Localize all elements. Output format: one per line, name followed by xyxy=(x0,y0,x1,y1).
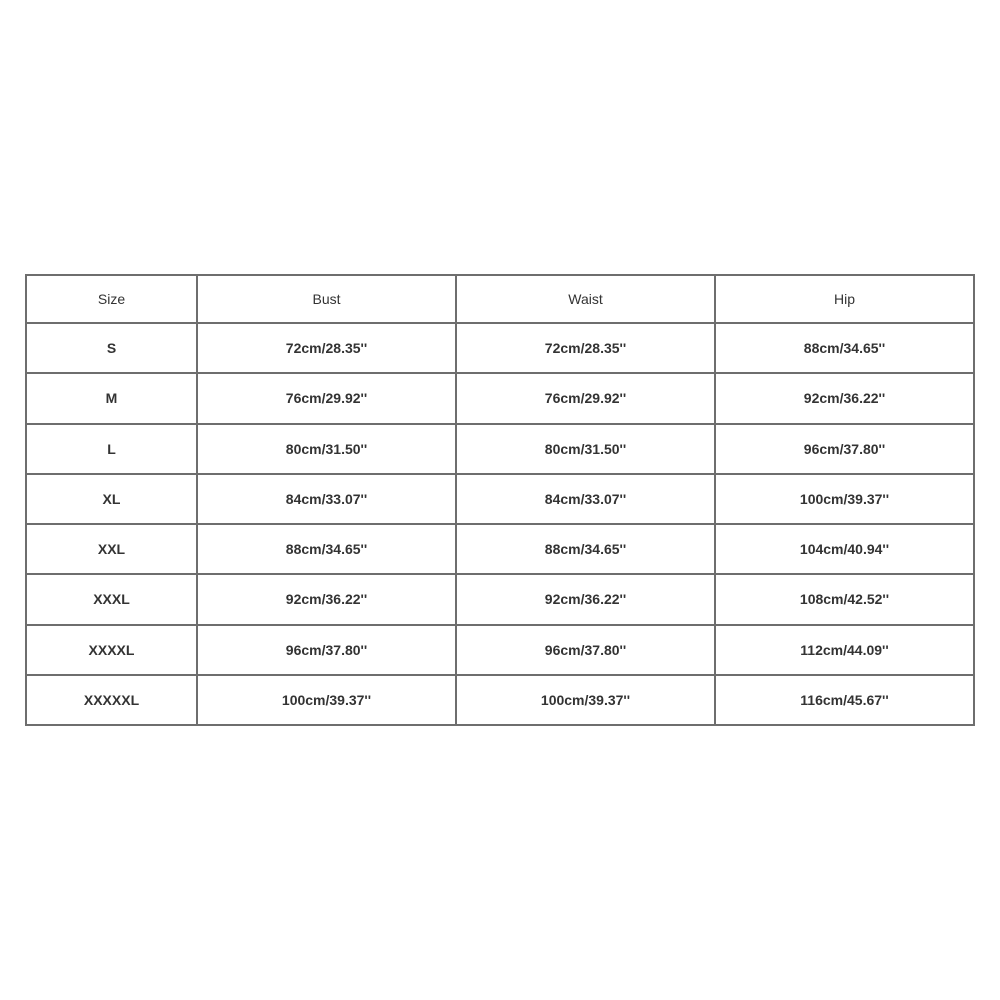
cell-size: XXXXXL xyxy=(26,675,197,725)
table-row xyxy=(26,474,974,524)
cell-size: XXL xyxy=(26,524,197,574)
cell-hip: 112cm/44.09'' xyxy=(715,625,974,675)
table-row xyxy=(26,625,974,675)
cell-bust: 72cm/28.35'' xyxy=(197,323,456,373)
header-waist: Waist xyxy=(456,275,715,323)
cell-waist: 92cm/36.22'' xyxy=(456,574,715,624)
cell-waist: 72cm/28.35'' xyxy=(456,323,715,373)
cell-hip: 88cm/34.65'' xyxy=(715,323,974,373)
cell-size: XXXL xyxy=(26,574,197,624)
cell-hip: 116cm/45.67'' xyxy=(715,675,974,725)
table-header-row xyxy=(26,275,974,323)
header-size: Size xyxy=(26,275,197,323)
cell-hip: 104cm/40.94'' xyxy=(715,524,974,574)
header-bust: Bust xyxy=(197,275,456,323)
cell-size: S xyxy=(26,323,197,373)
table-row xyxy=(26,424,974,474)
cell-size: XXXXL xyxy=(26,625,197,675)
table-row xyxy=(26,323,974,373)
cell-waist: 100cm/39.37'' xyxy=(456,675,715,725)
cell-bust: 100cm/39.37'' xyxy=(197,675,456,725)
cell-waist: 76cm/29.92'' xyxy=(456,373,715,423)
cell-waist: 84cm/33.07'' xyxy=(456,474,715,524)
table-row xyxy=(26,675,974,725)
cell-bust: 80cm/31.50'' xyxy=(197,424,456,474)
cell-bust: 84cm/33.07'' xyxy=(197,474,456,524)
table-row xyxy=(26,574,974,624)
cell-bust: 96cm/37.80'' xyxy=(197,625,456,675)
cell-hip: 92cm/36.22'' xyxy=(715,373,974,423)
table-row xyxy=(26,373,974,423)
size-chart-table xyxy=(25,274,975,726)
cell-size: M xyxy=(26,373,197,423)
table-row xyxy=(26,524,974,574)
cell-waist: 88cm/34.65'' xyxy=(456,524,715,574)
cell-waist: 80cm/31.50'' xyxy=(456,424,715,474)
cell-bust: 92cm/36.22'' xyxy=(197,574,456,624)
cell-bust: 76cm/29.92'' xyxy=(197,373,456,423)
cell-bust: 88cm/34.65'' xyxy=(197,524,456,574)
cell-waist: 96cm/37.80'' xyxy=(456,625,715,675)
cell-size: L xyxy=(26,424,197,474)
cell-hip: 100cm/39.37'' xyxy=(715,474,974,524)
cell-size: XL xyxy=(26,474,197,524)
cell-hip: 96cm/37.80'' xyxy=(715,424,974,474)
header-hip: Hip xyxy=(715,275,974,323)
cell-hip: 108cm/42.52'' xyxy=(715,574,974,624)
